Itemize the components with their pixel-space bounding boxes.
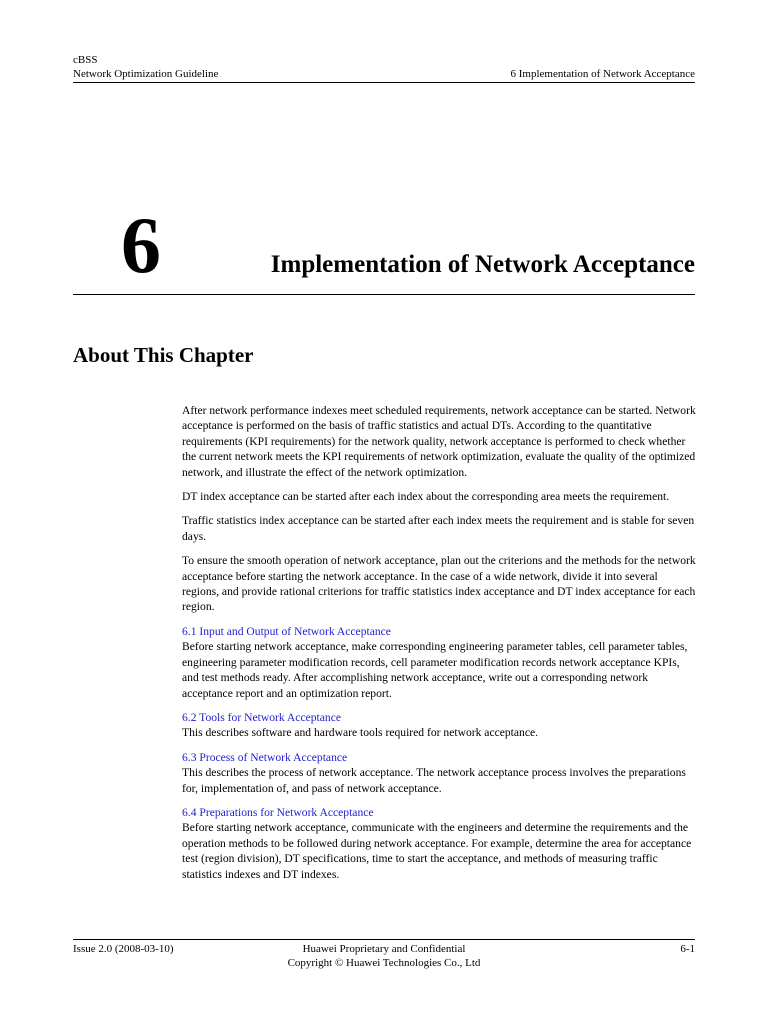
header-doc-title: Network Optimization Guideline bbox=[73, 68, 219, 80]
section-entry bbox=[182, 624, 696, 701]
section-entry bbox=[182, 710, 696, 741]
about-heading: About This Chapter bbox=[73, 343, 254, 367]
about-paragraph: After network performance indexes meet scheduled requirements, network acceptance can be started. Network acceptance is performed on the basis of traffic statistics and actual DTs. According to the quantitative requirements (KPI requirements) for the network quality, network acceptance is performed to check whether the current network meets the KPI requirements of network optimization, evaluate the quality of the optimized network, and illustrate the effect of the network optimization. bbox=[182, 404, 696, 479]
section-description: Before starting network acceptance, communicate with the engineers and determine the requirements and the operation methods to be followed during network acceptance. For example, determine the area for acceptance test (region division), DT specifications, time to start the acceptance, and methods of measuring traffic statistics indexes and DT indexes. bbox=[182, 821, 692, 881]
page-header bbox=[73, 67, 695, 81]
section-link-6-3[interactable]: 6.3 Process of Network Acceptance bbox=[182, 750, 348, 764]
footer-divider bbox=[73, 939, 695, 940]
section-description: This describes software and hardware tools required for network acceptance. bbox=[182, 726, 539, 740]
about-paragraph: Traffic statistics index acceptance can be started after each index meets the requirement and is stable for seven days. bbox=[182, 514, 695, 543]
section-link-6-2[interactable]: 6.2 Tools for Network Acceptance bbox=[182, 710, 341, 724]
section-entry bbox=[182, 805, 696, 882]
footer-copyright: Copyright © Huawei Technologies Co., Ltd bbox=[287, 957, 481, 969]
chapter-heading bbox=[73, 202, 695, 294]
chapter-body bbox=[182, 403, 696, 891]
section-link-6-4[interactable]: 6.4 Preparations for Network Acceptance bbox=[182, 805, 374, 819]
section-description: Before starting network acceptance, make corresponding engineering parameter tables, cell parameter tables, engineering parameter modification records, cell parameter modification records network acceptance KPIs, and test methods ready. After accomplishing network acceptance, write out a corresponding network acceptance report and an optimization report. bbox=[182, 640, 688, 700]
footer-proprietary: Huawei Proprietary and Confidential bbox=[302, 943, 466, 955]
about-paragraph: To ensure the smooth operation of network acceptance, plan out the criterions and the methods for the network acceptance before starting the network acceptance. In the case of a wide network, divide it into several regions, and provide rational criterions for traffic statistics index acceptance and DT index acceptance for each region. bbox=[182, 554, 696, 614]
header-product: cBSS bbox=[73, 54, 98, 66]
chapter-title: Implementation of Network Acceptance bbox=[270, 251, 695, 278]
about-paragraph: DT index acceptance can be started after each index about the corresponding area meets the requirement. bbox=[182, 490, 670, 504]
footer-issue: Issue 2.0 (2008-03-10) bbox=[73, 943, 174, 955]
chapter-divider bbox=[73, 294, 695, 295]
section-entry bbox=[182, 750, 696, 796]
header-chapter-ref: 6 Implementation of Network Acceptance bbox=[510, 68, 695, 80]
footer-center bbox=[73, 942, 695, 970]
footer-page-number: 6-1 bbox=[680, 943, 695, 955]
section-description: This describes the process of network acceptance. The network acceptance process involves the preparations for, implementation of, and pass of network acceptance. bbox=[182, 766, 686, 795]
header-divider bbox=[73, 82, 695, 83]
chapter-number: 6 bbox=[121, 202, 161, 290]
section-link-6-1[interactable]: 6.1 Input and Output of Network Acceptance bbox=[182, 624, 391, 638]
